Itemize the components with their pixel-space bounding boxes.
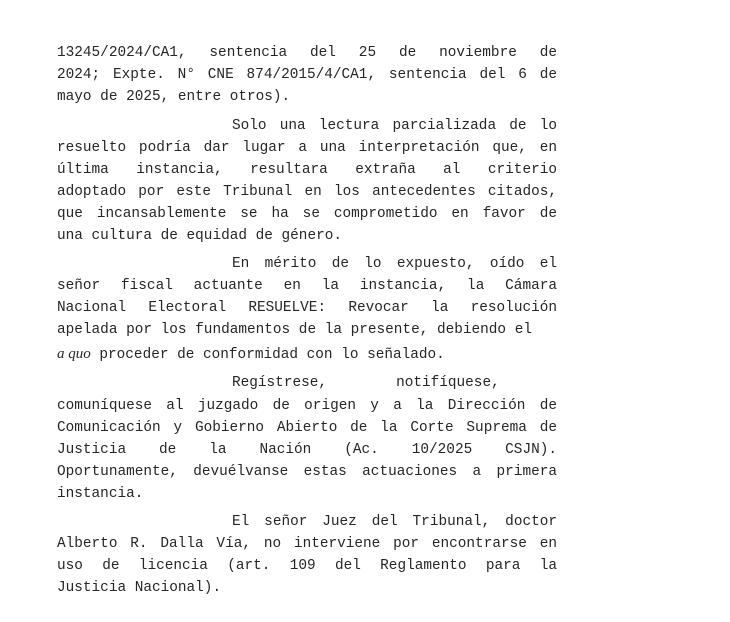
paragraph-line: Nacional Electoral RESUELVE: Revocar la resolución: [57, 300, 557, 316]
paragraph-line: uso de licencia (art. 109 del Reglamento para la: [57, 558, 557, 574]
paragraph-line: una cultura de equidad de género.: [57, 228, 342, 244]
paragraph-line-rest: proceder de conformidad con lo señalado.: [90, 347, 445, 363]
paragraph-line: [57, 344, 557, 364]
paragraph-line: El señor Juez del Tribunal, doctor: [232, 514, 557, 530]
paragraph-line: Oportunamente, devuélvanse estas actuaciones a primera: [57, 464, 557, 480]
paragraph-line: resuelto podría dar lugar a una interpretación que, en: [57, 140, 557, 156]
paragraph-line: comuníquese al juzgado de origen y a la Dirección de: [57, 398, 557, 414]
paragraph-line: Justicia de la Nación (Ac. 10/2025 CSJN).: [57, 442, 557, 458]
paragraph-line: Justicia Nacional).: [57, 580, 222, 596]
paragraph-line: adoptado por este Tribunal en los antecedentes citados,: [57, 184, 557, 200]
paragraph-line: En mérito de lo expuesto, oído el: [232, 256, 557, 272]
paragraph-line: Alberto R. Dalla Vía, no interviene por encontrarse en: [57, 536, 557, 552]
paragraph-line: 2024; Expte. N° CNE 874/2015/4/CA1, sentencia del 6 de: [57, 67, 557, 83]
paragraph-line: última instancia, resultara extraña al criterio: [57, 162, 557, 178]
paragraph-line: mayo de 2025, entre otros).: [57, 89, 291, 105]
paragraph-line: instancia.: [57, 486, 144, 502]
paragraph-line: Solo una lectura parcializada de lo: [232, 118, 557, 134]
paragraph-line: señor fiscal actuante en la instancia, la Cámara: [57, 278, 557, 294]
paragraph-line: que incansablemente se ha se comprometido en favor de: [57, 206, 557, 222]
paragraph-line: 13245/2024/CA1, sentencia del 25 de noviembre de: [57, 45, 557, 61]
paragraph-line: Comunicación y Gobierno Abierto de la Corte Suprema de: [57, 420, 557, 436]
paragraph-line: Regístrese, notifíquese,: [232, 375, 500, 391]
latin-phrase: a quo: [57, 346, 91, 362]
paragraph-line: apelada por los fundamentos de la presente, debiendo el: [57, 322, 532, 338]
